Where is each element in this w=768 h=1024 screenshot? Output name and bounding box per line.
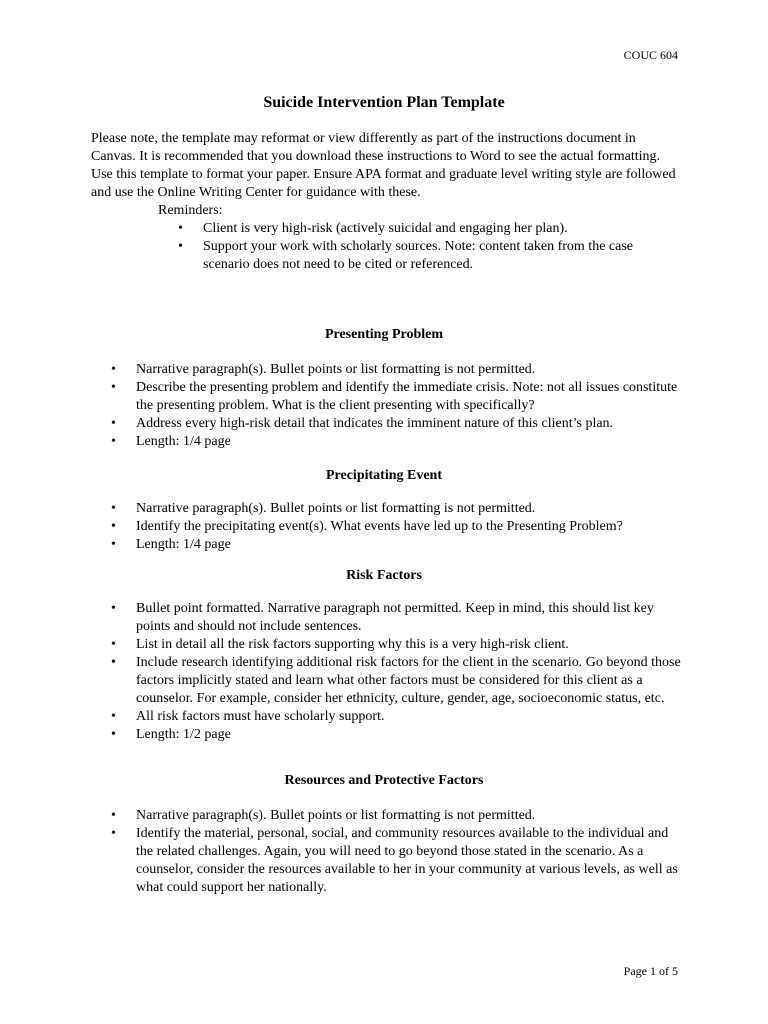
section-heading: Precipitating Event [325,468,442,483]
section-heading: Presenting Problem [324,327,444,342]
bullet-text: Identify the precipitating event(s). What events have led up to the Presenting Problem? [136,519,623,534]
bullet-icon: • [111,501,116,516]
section-heading: Resources and Protective Factors [284,773,484,788]
bullet-icon: • [111,709,116,724]
bullet-icon: • [111,434,116,449]
bullet-item [91,379,683,415]
bullet-item [91,518,683,536]
bullet-text: Include research identifying additional risk factors for the client in the scenario. Go beyond those factors implicitly stated and learn what other factors must be considered for this client as a counselor. For example, consider her ethnicity, culture, gender, age, socioeconomic status, etc. [136,655,681,706]
bullet-item [91,807,683,825]
bullet-item [91,536,683,554]
section-bullet-list [91,361,683,451]
intro-block [91,130,683,274]
bullet-icon: • [111,362,116,377]
bullet-item [91,726,683,744]
bullet-item [91,636,683,654]
bullet-text: Narrative paragraph(s). Bullet points or list formatting is not permitted. [136,808,536,823]
page-number: Page 1 of 5 [623,964,678,978]
bullet-text: Length: 1/4 page [136,434,231,449]
intro-paragraph: Use this template to format your paper. Ensure APA format and graduate level writing style are followed and use the Online Writing Center for guidance with these. [91,167,676,200]
bullet-item [91,600,683,636]
reminder-text: Support your work with scholarly sources. Note: content taken from the case scenario does not need to be cited or referenced. [203,239,634,272]
section-bullet-list [91,600,683,744]
course-code: COUC 604 [623,48,678,62]
bullet-item [91,361,683,379]
reminder-item [91,220,683,238]
bullet-icon: • [111,380,116,395]
document-title: Suicide Intervention Plan Template [263,94,505,111]
bullet-icon: • [111,727,116,742]
bullet-text: Bullet point formatted. Narrative paragraph not permitted. Keep in mind, this should list key points and should not include sentences. [136,601,654,634]
intro-paragraph: Please note, the template may reformat or view differently as part of the instructions document in Canvas. It is recommended that you download these instructions to Word to see the actual formatting. [91,131,660,164]
bullet-icon: • [111,519,116,534]
bullet-icon: • [111,637,116,652]
bullet-item [91,433,683,451]
bullet-icon: • [111,655,116,670]
section-bullet-list [91,807,683,897]
bullet-item [91,708,683,726]
reminders-list [91,220,683,274]
bullet-icon: • [111,416,116,431]
bullet-icon: • [111,537,116,552]
bullet-icon: • [178,239,183,254]
bullet-text: Length: 1/2 page [136,727,231,742]
bullet-text: Narrative paragraph(s). Bullet points or list formatting is not permitted. [136,501,536,516]
bullet-icon: • [178,221,183,236]
bullet-item [91,500,683,518]
bullet-text: All risk factors must have scholarly support. [136,709,385,724]
bullet-item [91,415,683,433]
bullet-text: List in detail all the risk factors supporting why this is a very high-risk client. [136,637,569,652]
bullet-icon: • [111,808,116,823]
section-heading: Risk Factors [346,568,422,583]
bullet-text: Narrative paragraph(s). Bullet points or list formatting is not permitted. [136,362,536,377]
reminder-item [91,238,683,274]
bullet-icon: • [111,601,116,616]
bullet-icon: • [111,826,116,841]
bullet-item [91,654,683,708]
bullet-text: Identify the material, personal, social, and community resources available to the individual and the related challenges. Again, you will need to go beyond those stated in the scenario. As a counselor, consider the resources available to her in your community at various levels, as well as what could support her nationally. [136,826,678,895]
bullet-text: Address every high-risk detail that indicates the imminent nature of this client’s plan. [136,416,614,431]
bullet-item [91,825,683,897]
bullet-text: Length: 1/4 page [136,537,231,552]
reminders-label: Reminders: [158,203,223,218]
reminder-text: Client is very high-risk (actively suicidal and engaging her plan). [203,221,568,236]
section-bullet-list [91,500,683,554]
bullet-text: Describe the presenting problem and identify the immediate crisis. Note: not all issues constitute the presenting problem. What is the client presenting with specifically? [136,380,678,413]
